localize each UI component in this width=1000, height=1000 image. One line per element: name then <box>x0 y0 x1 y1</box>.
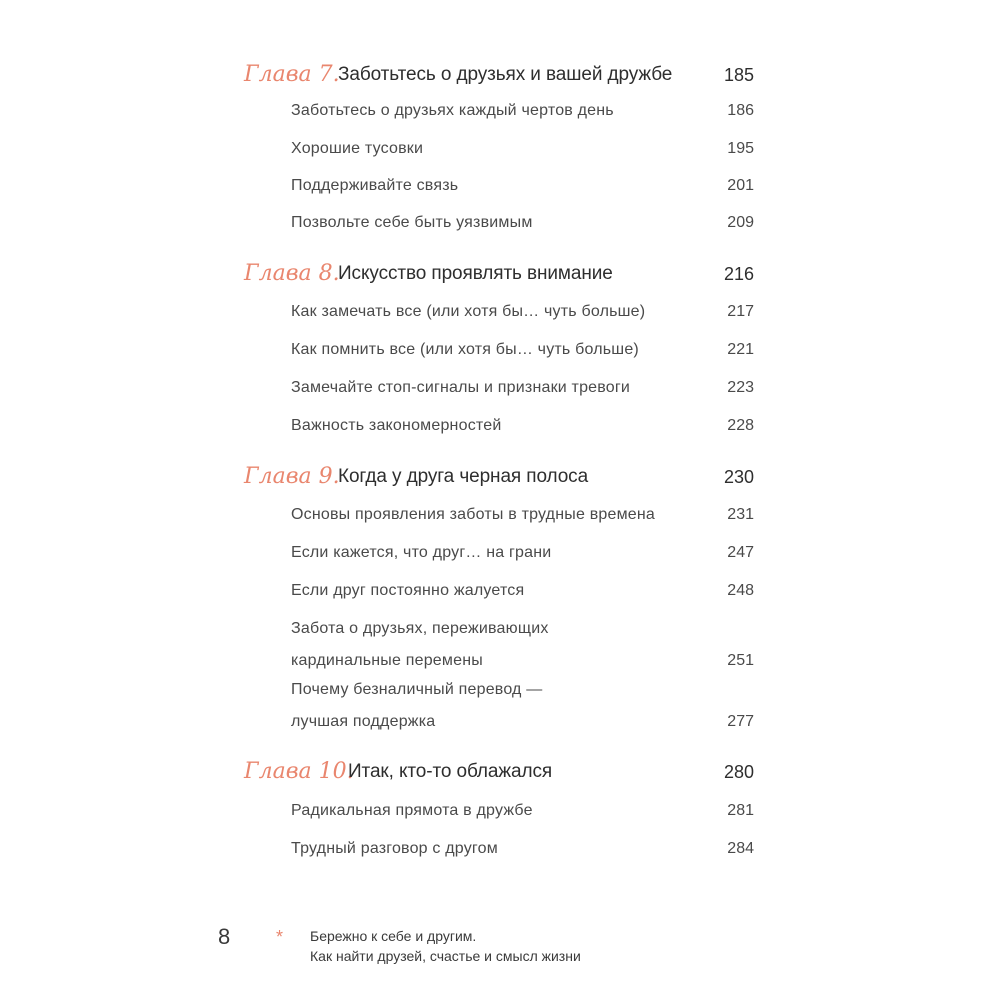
chapter-page-number: 185 <box>723 65 754 85</box>
asterisk-ornament: * <box>276 927 284 947</box>
toc-entry-title-line: Почему безналичный перевод — <box>291 681 543 698</box>
toc-entry-title: Замечайте стоп-сигналы и признаки тревоги <box>291 379 631 396</box>
toc-entry-title: Позвольте себе быть уязвимым <box>291 214 533 231</box>
toc-entry <box>0 170 1000 202</box>
toc-entry-page: 251 <box>727 652 754 669</box>
chapter-7-heading <box>0 60 1000 90</box>
toc-entry <box>0 575 1000 607</box>
toc-entry-title-line: кардинальные перемены <box>291 652 483 669</box>
toc-entry-page: 217 <box>727 303 754 320</box>
toc-entry <box>0 410 1000 442</box>
toc-entry-page: 223 <box>727 379 754 396</box>
toc-entry-title: Хорошие тусовки <box>291 140 424 157</box>
toc-entry-page: 277 <box>727 713 754 730</box>
toc-entry-title: Как замечать все (или хотя бы… чуть больше) <box>291 303 646 320</box>
running-head <box>310 926 730 966</box>
chapter-10-heading <box>0 757 1000 787</box>
toc-entry-page: 231 <box>727 506 754 523</box>
toc-entry <box>0 613 1000 677</box>
toc-entry <box>0 207 1000 239</box>
toc-entry <box>0 133 1000 165</box>
toc-entry-title-line: Забота о друзьях, переживающих <box>291 620 549 637</box>
toc-entry-title: Радикальная прямота в дружбе <box>291 802 533 819</box>
chapter-label: Глава 10. <box>244 759 354 784</box>
toc-entry-title-line: лучшая поддержка <box>291 713 436 730</box>
chapter-label: Глава 9. <box>244 464 340 489</box>
toc-entry-title: Трудный разговор с другом <box>291 840 498 857</box>
chapter-title: Итак, кто-то облажался <box>348 761 553 782</box>
toc-entry-title: Поддерживайте связь <box>291 177 459 194</box>
toc-entry-page: 228 <box>727 417 754 434</box>
toc-entry-page: 284 <box>727 840 754 857</box>
toc-entry <box>0 334 1000 366</box>
chapter-label: Глава 7. <box>244 62 340 87</box>
toc-entry <box>0 537 1000 569</box>
toc-entry-page: 209 <box>727 214 754 231</box>
chapter-title: Искусство проявлять внимание <box>338 263 613 284</box>
chapter-page-number: 216 <box>723 264 754 284</box>
toc-entry-title: Как помнить все (или хотя бы… чуть больше) <box>291 341 639 358</box>
toc-entry-title <box>291 674 591 738</box>
chapter-8-heading <box>0 259 1000 289</box>
toc-entry <box>0 795 1000 827</box>
toc-entry-page: 248 <box>727 582 754 599</box>
toc-entry-title: Если друг постоянно жалуется <box>291 582 525 599</box>
chapter-page-number: 230 <box>723 467 754 487</box>
toc-entry-page: 195 <box>727 140 754 157</box>
toc-entry-title: Важность закономерностей <box>291 417 502 434</box>
book-title-line: Бережно к себе и другим. <box>310 928 477 944</box>
toc-entry-page: 281 <box>727 802 754 819</box>
page-number: 8 <box>218 924 231 949</box>
toc-entry-title <box>291 613 591 677</box>
toc-entry <box>0 674 1000 738</box>
toc-entry <box>0 833 1000 865</box>
toc-entry <box>0 296 1000 328</box>
toc-entry-title: Если кажется, что друг… на грани <box>291 544 552 561</box>
toc-entry-title: Заботьтесь о друзьях каждый чертов день <box>291 102 614 119</box>
chapter-title: Заботьтесь о друзьях и вашей дружбе <box>338 64 673 85</box>
toc-entry-title: Основы проявления заботы в трудные времена <box>291 506 656 523</box>
toc-entry-page: 247 <box>727 544 754 561</box>
toc-entry-page: 221 <box>727 341 754 358</box>
toc-entry <box>0 499 1000 531</box>
chapter-9-heading <box>0 462 1000 492</box>
toc-entry-page: 201 <box>727 177 754 194</box>
book-subtitle-line: Как найти друзей, счастье и смысл жизни <box>310 948 581 964</box>
chapter-title: Когда у друга черная полоса <box>338 466 589 487</box>
toc-entry-page: 186 <box>727 102 754 119</box>
chapter-page-number: 280 <box>723 762 754 782</box>
chapter-label: Глава 8. <box>244 261 340 286</box>
toc-entry <box>0 372 1000 404</box>
toc-entry <box>0 95 1000 127</box>
